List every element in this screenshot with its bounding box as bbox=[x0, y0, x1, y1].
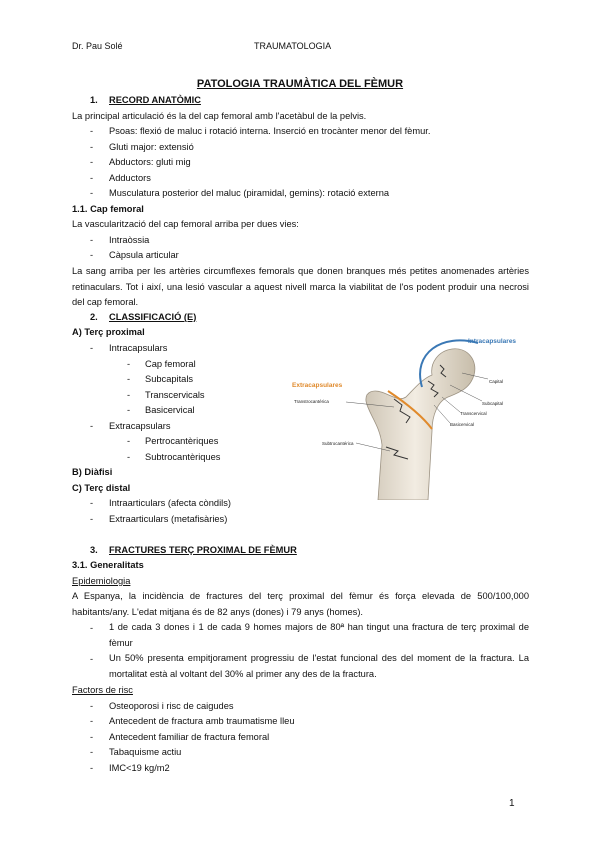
label-extracapsulars: Extracapsulares bbox=[292, 382, 343, 389]
s2-number: 2. bbox=[90, 312, 98, 322]
list-item: Subtrocantèriques bbox=[145, 452, 221, 462]
list-item: Gluti major: extensió bbox=[109, 142, 194, 152]
list-item: Abductors: gluti mig bbox=[109, 157, 191, 167]
label-transtrocanterica: Transtrocantérica bbox=[294, 399, 329, 404]
label-subtrocanterica: Subtrocantérica bbox=[322, 441, 354, 446]
s2-b: B) Diàfisi bbox=[72, 467, 113, 477]
list-item: Extraarticulars (metafisàries) bbox=[109, 514, 228, 524]
risk-heading: Factors de risc bbox=[72, 685, 133, 695]
list-item: Psoas: flexió de maluc i rotació interna. Inserció en trocànter menor del fèmur. bbox=[109, 126, 431, 136]
list-item: Adductors bbox=[109, 173, 151, 183]
list-item: Musculatura posterior del maluc (piramidal, gemins): rotació externa bbox=[109, 188, 390, 198]
label-subcapital: Subcapital bbox=[482, 401, 504, 406]
list-item: Intraarticulars (afecta còndils) bbox=[109, 498, 231, 508]
page-number: 1 bbox=[509, 798, 515, 809]
label-basicervical: Basicervical bbox=[450, 422, 475, 427]
list-item: Càpsula articular bbox=[109, 250, 179, 260]
epi-paragraph: A Espanya, la incidència de fractures del terç proximal del fèmur és força elevada de 500/100,000 habitants/any. L'edat mitjana és de 82 anys (dones) i 79 anys (homes). bbox=[72, 591, 529, 617]
s1-number: 1. bbox=[90, 95, 98, 105]
list-item: Antecedent familiar de fractura femoral bbox=[109, 732, 270, 742]
epi-heading: Epidemiologia bbox=[72, 576, 131, 586]
s2-heading: CLASSIFICACIÓ (E) bbox=[109, 312, 197, 322]
label-transcervical: Transcervical bbox=[460, 411, 487, 416]
s2-extra: Extracapsulars bbox=[109, 421, 171, 431]
list-item: Basicervical bbox=[145, 405, 195, 415]
s11-paragraph: La sang arriba per les artèries circumflexes femorals que donen branques més petites anomenades artèries retinaculars. Tot i així, una lesió vascular a aquest nivell marca la viabilitat de l'os podent produir una necrosi del cap femoral. bbox=[72, 266, 529, 307]
label-capital: Capital bbox=[489, 379, 504, 384]
list-item: Subcapitals bbox=[145, 374, 194, 384]
header-author: Dr. Pau Solé bbox=[72, 41, 123, 51]
list-item: Un 50% presenta empitjorament progressiu de l'estat funcional des del moment de la fractura. La mortalitat està al voltant del 30% al primer any des de la fractura. bbox=[109, 653, 529, 679]
s3-heading: FRACTURES TERÇ PROXIMAL DE FÈMUR bbox=[109, 545, 297, 555]
s2-intra: Intracapsulars bbox=[109, 343, 168, 353]
s11-intro: La vascularització del cap femoral arriba per dues vies: bbox=[72, 219, 299, 229]
s2-a: A) Terç proximal bbox=[72, 327, 145, 337]
label-intracapsulars: Intracapsulares bbox=[468, 338, 517, 345]
page-title: PATOLOGIA TRAUMÀTICA DEL FÈMUR bbox=[196, 78, 404, 90]
s1-intro: La principal articulació és la del cap femoral amb l'acetàbul de la pelvis. bbox=[72, 111, 367, 121]
s2-c: C) Terç distal bbox=[72, 483, 131, 493]
list-item: IMC<19 kg/m2 bbox=[109, 763, 170, 773]
list-item: 1 de cada 3 dones i 1 de cada 9 homes majors de 80ª han tingut una fractura de terç proximal de fèmur bbox=[109, 622, 529, 648]
list-item: Osteoporosi i risc de caigudes bbox=[109, 701, 234, 711]
list-item: Antecedent de fractura amb traumatisme lleu bbox=[109, 716, 295, 726]
s3-number: 3. bbox=[90, 545, 98, 555]
list-item: Pertrocantèriques bbox=[145, 436, 219, 446]
list-item: Cap femoral bbox=[145, 359, 196, 369]
header-subject: TRAUMATOLOGIA bbox=[254, 41, 332, 51]
list-item: Intraòssia bbox=[109, 235, 150, 245]
s11-heading: 1.1. Cap femoral bbox=[72, 204, 144, 214]
s3-sub: 3.1. Generalitats bbox=[72, 560, 144, 570]
list-item: Transcervicals bbox=[145, 390, 205, 400]
list-item: Tabaquisme actiu bbox=[109, 747, 182, 757]
s1-heading: RECORD ANATÒMIC bbox=[109, 95, 201, 105]
femur-fracture-figure bbox=[282, 335, 540, 500]
